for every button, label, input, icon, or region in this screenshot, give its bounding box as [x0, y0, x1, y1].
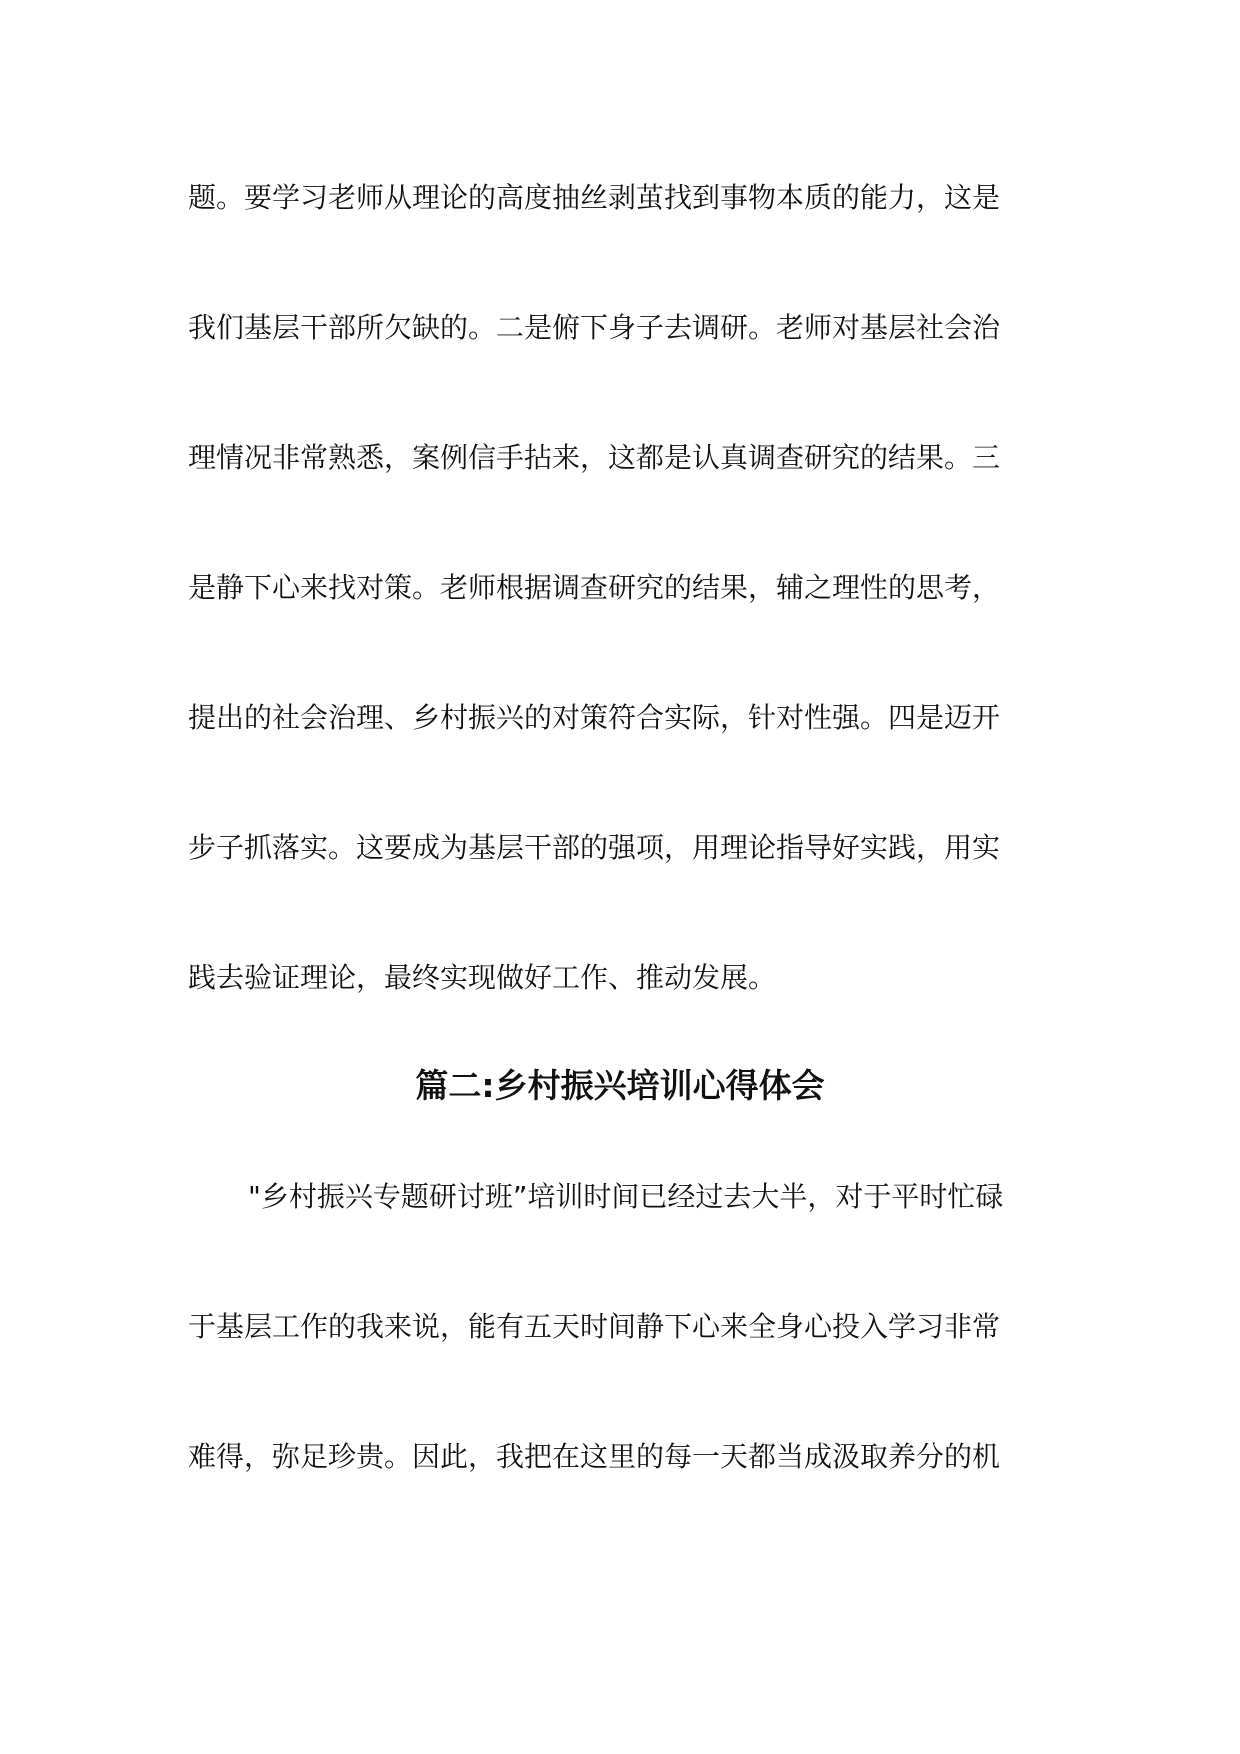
paragraph-line: 于基层工作的我来说，能有五天时间静下心来全身心投入学习非常 [188, 1310, 1001, 1343]
paragraph-line: 践去验证理论，最终实现做好工作、推动发展。 [188, 961, 777, 994]
section-heading: 篇二:乡村振兴培训心得体会 [415, 1066, 825, 1105]
paragraph-line: 提出的社会治理、乡村振兴的对策符合实际，针对性强。四是迈开 [188, 701, 1001, 734]
paragraph-line: 理情况非常熟悉，案例信手拈来，这都是认真调查研究的结果。三 [188, 441, 1001, 474]
paragraph-line: 难得，弥足珍贵。因此，我把在这里的每一天都当成汲取养分的机 [188, 1440, 1001, 1473]
paragraph-line: "乡村振兴专题研讨班”培训时间已经过去大半，对于平时忙碌 [248, 1180, 1004, 1213]
paragraph-line: 我们基层干部所欠缺的。二是俯下身子去调研。老师对基层社会治 [188, 311, 1001, 344]
paragraph-line: 题。要学习老师从理论的高度抽丝剥茧找到事物本质的能力，这是 [188, 181, 1001, 214]
paragraph-line: 是静下心来找对策。老师根据调查研究的结果，辅之理性的思考， [188, 571, 1001, 604]
paragraph-line: 步子抓落实。这要成为基层干部的强项，用理论指导好实践，用实 [188, 831, 1001, 864]
